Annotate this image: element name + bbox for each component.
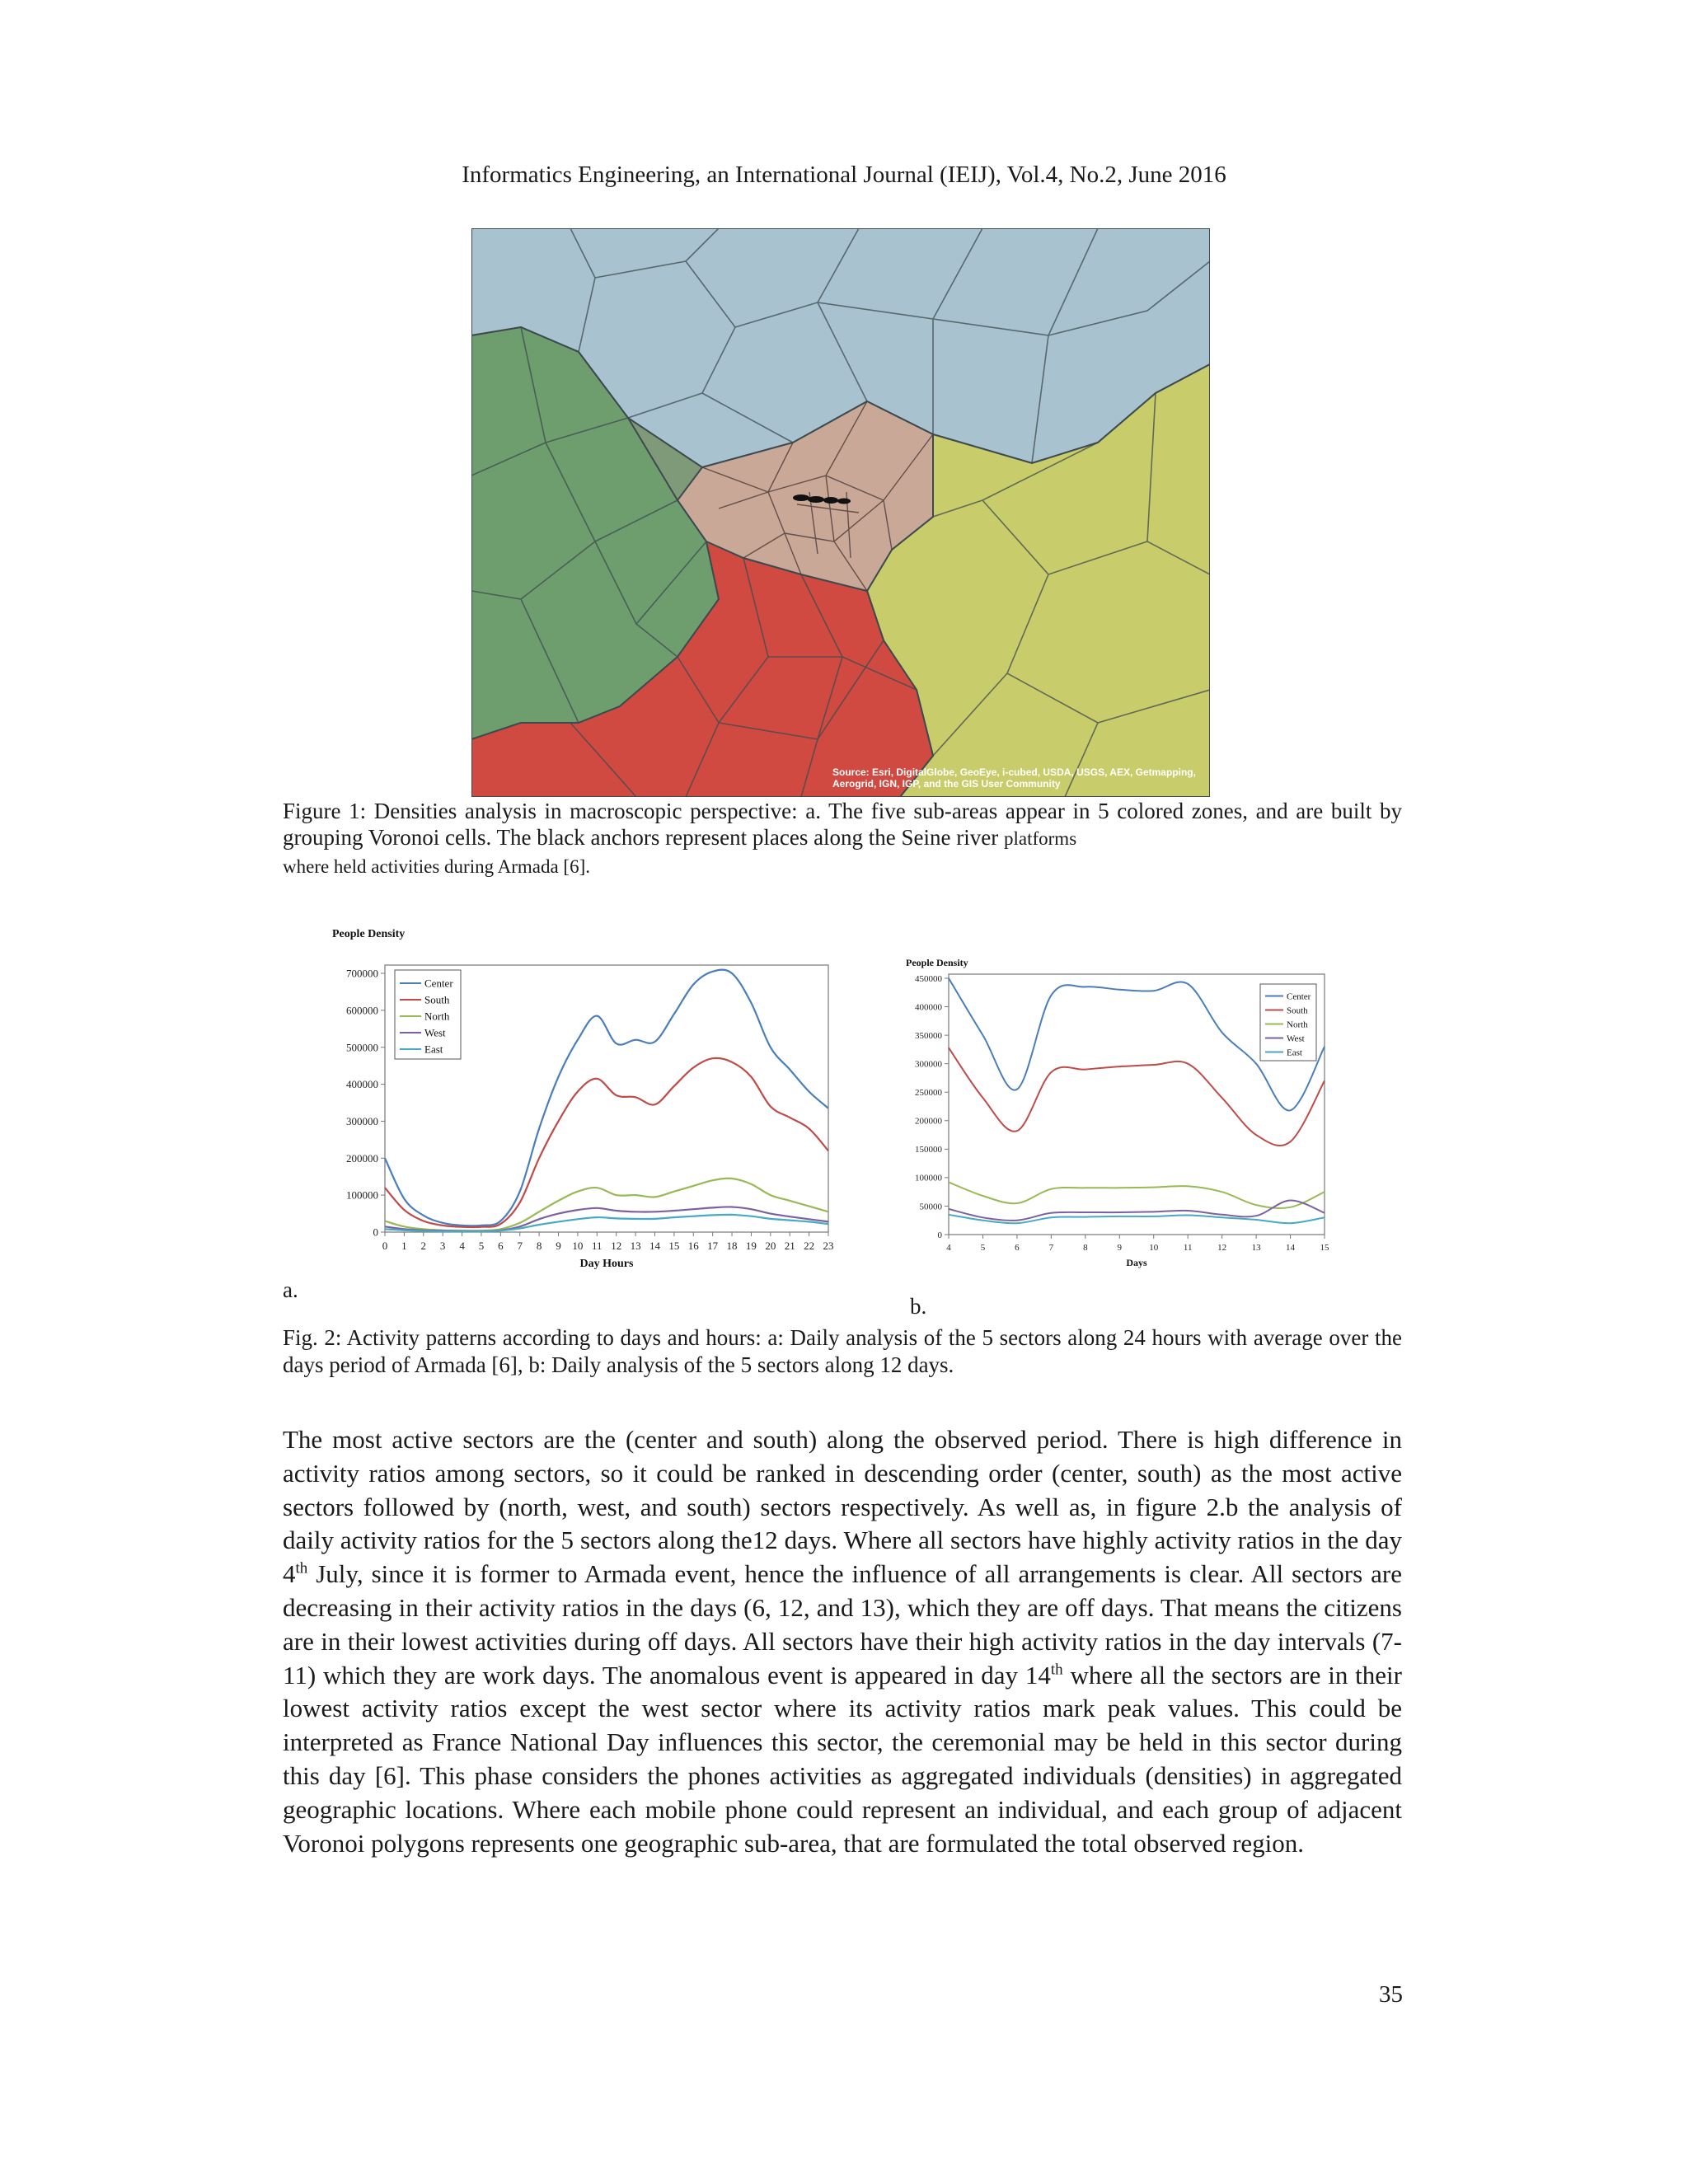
series-line-east <box>949 1215 1325 1223</box>
body-sup-1: th <box>295 1559 308 1577</box>
y-tick-label: 150000 <box>915 1145 942 1155</box>
legend-label-north: North <box>1287 1019 1308 1030</box>
voronoi-map-figure <box>471 228 1210 797</box>
legend-label-east: East <box>1287 1047 1302 1058</box>
voronoi-map <box>471 228 1210 797</box>
legend-label-east: East <box>424 1043 443 1056</box>
x-axis-label: Days <box>1126 1257 1147 1268</box>
x-tick-label: 12 <box>611 1240 622 1252</box>
x-tick-label: 15 <box>668 1240 680 1252</box>
body-part-2: July, since it is former to Armada event, hence the influence of all arrangements is clear. All sectors are decreasing in their activity ratios in the days (6, 12, and 13), which they are off days. That means the citizens are in their lowest activities during off days. All sectors have their high activity ratios in the day intervals (7-11) which they are work days. The anomalous event is appeared in day 14 <box>283 1559 1402 1690</box>
x-tick-label: 15 <box>1320 1243 1329 1253</box>
x-tick-label: 19 <box>745 1240 757 1252</box>
y-tick-label: 400000 <box>346 1078 378 1091</box>
chart-title: People Density <box>906 957 968 968</box>
y-tick-label: 0 <box>937 1230 942 1240</box>
series-line-north <box>949 1182 1325 1208</box>
y-tick-label: 450000 <box>915 973 942 984</box>
legend-label-center: Center <box>1287 991 1311 1002</box>
chart-hours <box>324 921 851 1277</box>
attribution-line-2: Aerogrid, IGN, IGP, and the GIS User Community <box>832 778 1061 790</box>
body-part-3: where all the sectors are in their lowest activity ratios except the west sector where its activity ratios mark peak values. This could be interpreted as France National Day influences this sector, the ceremonial may be held in this sector during this day [6]. This phase considers the phones activities as aggregated individuals (densities) in aggregated geographic locations. Where each mobile phone could represent an individual, and each group of adjacent Voronoi polygons represents one geographic sub-area, that are formulated the total observed region. <box>283 1660 1402 1858</box>
series-line-north <box>385 1179 828 1231</box>
y-tick-label: 200000 <box>915 1116 942 1127</box>
x-tick-label: 14 <box>649 1240 660 1252</box>
running-header: Informatics Engineering, an International Journal (IEIJ), Vol.4, No.2, June 2016 <box>462 162 1226 188</box>
x-tick-label: 17 <box>707 1240 719 1252</box>
x-tick-label: 12 <box>1217 1243 1227 1253</box>
x-tick-label: 8 <box>1083 1243 1088 1253</box>
series-line-south <box>949 1047 1325 1146</box>
x-tick-label: 6 <box>1015 1243 1020 1253</box>
body-sup-2: th <box>1050 1661 1063 1679</box>
x-tick-label: 9 <box>556 1240 561 1252</box>
label-a: a. <box>283 1277 298 1302</box>
x-tick-label: 9 <box>1117 1243 1123 1253</box>
legend-label-center: Center <box>424 977 453 990</box>
x-tick-label: 7 <box>517 1240 523 1252</box>
figure1-caption-small-1: platforms <box>1004 828 1077 849</box>
map-attribution <box>832 766 1210 790</box>
y-tick-label: 50000 <box>919 1202 942 1212</box>
x-tick-label: 10 <box>1149 1243 1159 1253</box>
x-tick-label: 7 <box>1048 1243 1054 1253</box>
label-b: b. <box>910 1294 927 1319</box>
x-tick-label: 18 <box>726 1240 738 1252</box>
x-tick-label: 10 <box>572 1240 584 1252</box>
x-tick-label: 13 <box>630 1240 641 1252</box>
x-tick-label: 11 <box>592 1240 603 1252</box>
chart-days <box>894 948 1339 1277</box>
page-number: 35 <box>1379 1981 1403 2008</box>
chart-hours-svg <box>324 921 851 1277</box>
x-tick-label: 16 <box>687 1240 699 1252</box>
y-tick-label: 350000 <box>915 1030 942 1041</box>
series-line-west <box>385 1207 828 1230</box>
y-tick-label: 0 <box>373 1226 378 1239</box>
chart-title: People Density <box>332 928 406 940</box>
series-line-south <box>385 1058 828 1227</box>
x-tick-label: 20 <box>765 1240 776 1252</box>
attribution-line-1: Source: Esri, DigitalGlobe, GeoEye, i-cubed, USDA, USGS, AEX, Getmapping, <box>832 766 1196 778</box>
body-part-1: The most active sectors are the (center and south) along the observed period. There is high difference in activity ratios among sectors, so it could be ranked in descending order (center, south) as the most active sectors followed by (north, west, and south) sectors respectively. As well as, in figure 2.b the analysis of daily activity ratios for the 5 sectors along the12 days. Where all sectors have highly activity ratios in the day 4 <box>283 1425 1402 1589</box>
series-line-east <box>385 1215 828 1231</box>
y-tick-label: 300000 <box>915 1059 942 1070</box>
x-tick-label: 5 <box>478 1240 485 1252</box>
y-tick-label: 700000 <box>346 967 378 980</box>
y-tick-label: 400000 <box>915 1002 942 1013</box>
x-tick-label: 23 <box>823 1240 834 1252</box>
x-axis-label: Day Hours <box>579 1258 634 1270</box>
legend-label-north: North <box>424 1010 450 1023</box>
series-line-west <box>949 1200 1325 1220</box>
x-tick-label: 1 <box>401 1240 407 1252</box>
x-tick-label: 11 <box>1183 1243 1193 1253</box>
y-tick-label: 300000 <box>346 1114 378 1127</box>
x-tick-label: 4 <box>946 1243 951 1253</box>
y-tick-label: 100000 <box>915 1173 942 1183</box>
x-tick-label: 6 <box>498 1240 504 1252</box>
figure2-caption: Fig. 2: Activity patterns according to days and hours: a: Daily analysis of the 5 sectors along 24 hours with average over the days period of Armada [6], b: Daily analysis of the 5 sectors along 12 days. <box>283 1325 1402 1377</box>
legend-label-west: West <box>1287 1033 1305 1044</box>
x-tick-label: 13 <box>1251 1243 1261 1253</box>
x-tick-label: 4 <box>459 1240 465 1252</box>
y-tick-label: 250000 <box>915 1088 942 1099</box>
figure1-caption <box>283 798 1402 880</box>
legend-label-south: South <box>1287 1005 1308 1016</box>
figure1-caption-main: Figure 1: Densities analysis in macroscopic perspective: a. The five sub-areas appear in 5 colored zones, and are built by grouping Voronoi cells. The black anchors represent places along the Seine river <box>283 799 1402 850</box>
x-tick-label: 0 <box>382 1240 388 1252</box>
y-tick-label: 500000 <box>346 1041 378 1054</box>
y-tick-label: 100000 <box>346 1188 378 1202</box>
x-tick-label: 5 <box>980 1243 986 1253</box>
x-tick-label: 21 <box>784 1240 795 1252</box>
legend-label-west: West <box>424 1026 446 1039</box>
chart-days-svg <box>894 948 1339 1277</box>
x-tick-label: 2 <box>420 1240 427 1252</box>
body-paragraph <box>283 1423 1402 1860</box>
figure1-caption-small-2: where held activities during Armada [6]. <box>283 856 590 877</box>
legend-label-south: South <box>424 993 450 1006</box>
x-tick-label: 22 <box>804 1240 815 1252</box>
x-tick-label: 14 <box>1286 1243 1296 1253</box>
y-tick-label: 600000 <box>346 1004 378 1017</box>
y-tick-label: 200000 <box>346 1151 378 1165</box>
x-tick-label: 8 <box>536 1240 542 1252</box>
x-tick-label: 3 <box>439 1240 446 1252</box>
